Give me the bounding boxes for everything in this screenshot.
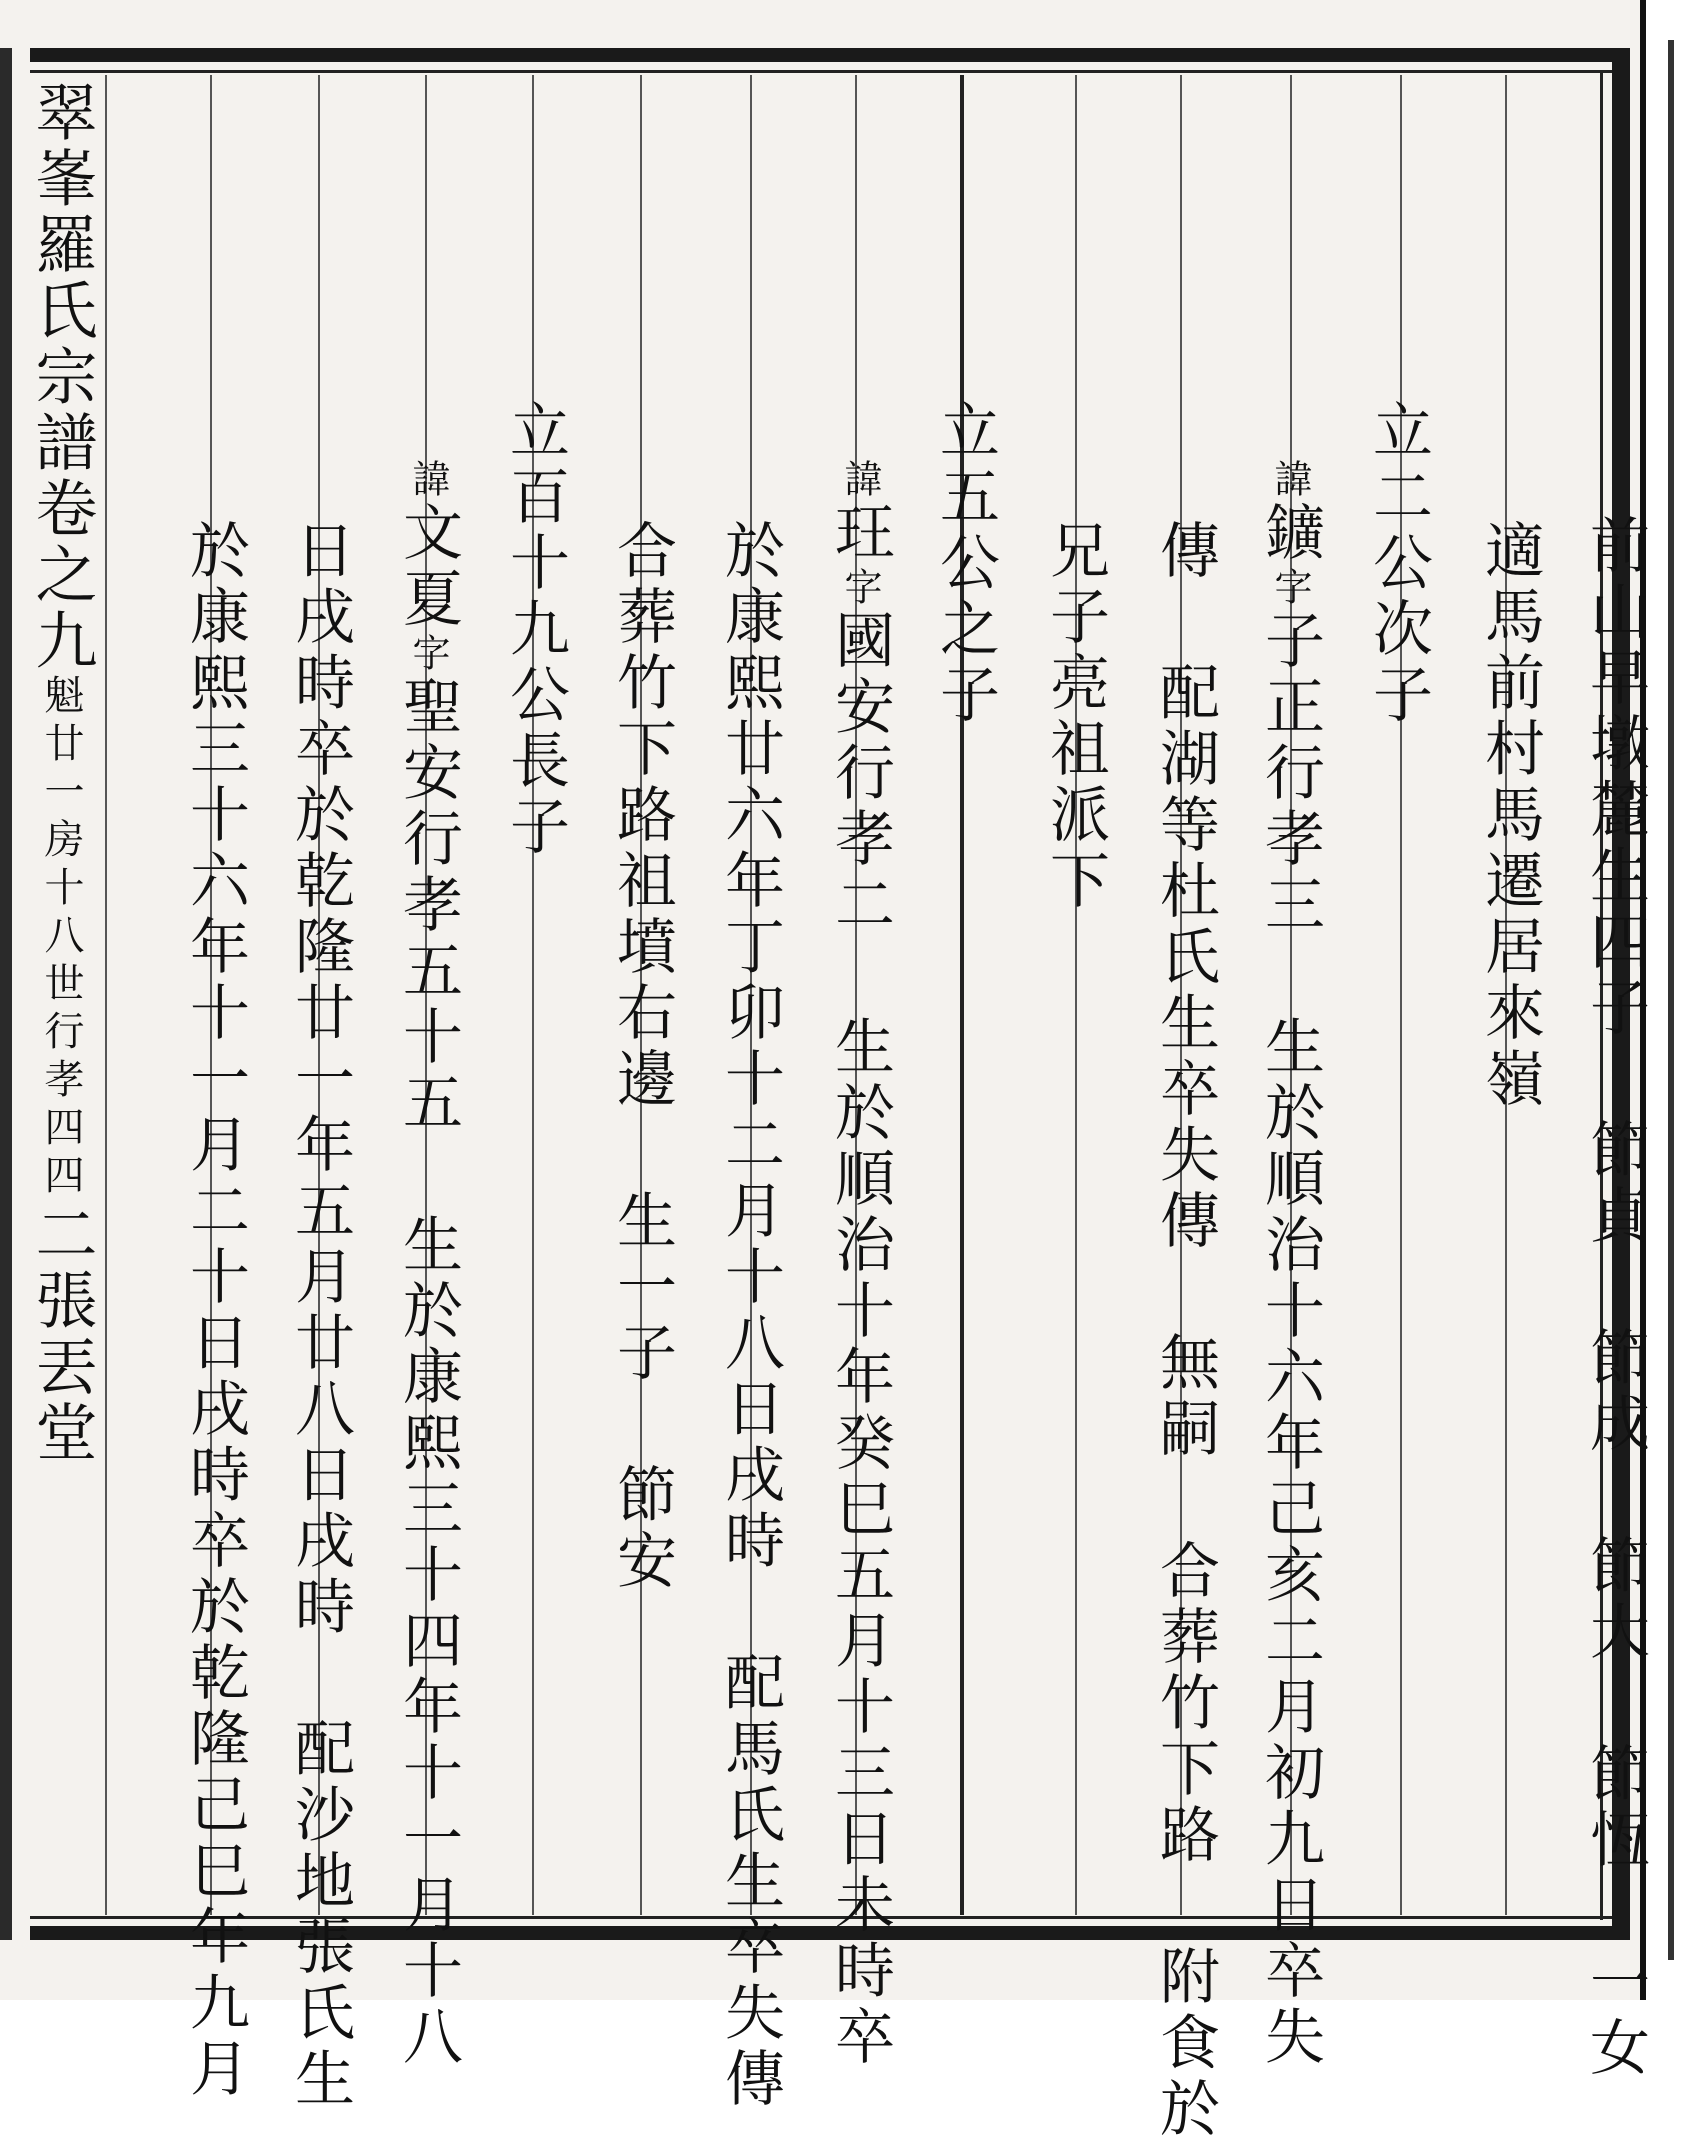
hall-name: 二張丟堂: [25, 1202, 98, 1466]
entry-heading: 立二公次子: [1363, 399, 1433, 729]
biography-text: 日戌時卒於乾隆廿一年五月廿八日戌時 配沙地張氏生: [285, 519, 355, 2113]
biography-text: 合葬竹下路祖墳右邊 生一子 節安: [607, 519, 677, 1595]
taboo-name-note: 諱: [1268, 459, 1312, 501]
person-name: 鑛: [1255, 501, 1325, 567]
place-name: 前山早墩麓: [1580, 514, 1650, 844]
biography-text: 於康熙廿六年丁卯十二月十八日戌時 配馬氏生卒失傳: [715, 519, 785, 2113]
frame-left-border: [0, 48, 12, 1940]
biography-text: 傳 配湖等杜氏生卒失傳 無嗣 合葬竹下路 附食於: [1150, 519, 1220, 2143]
frame-top-border: [30, 48, 1630, 62]
biography-text: 聖安行孝五十五 生於康熙三十四年十一月十八: [393, 675, 463, 2071]
entry-heading: 立五公之子: [930, 399, 1000, 729]
taboo-name-note: 諱: [406, 459, 450, 501]
person-name: 玨: [825, 501, 895, 567]
children-text: 生四子 節貞 節成 節大 節恆 一女: [1580, 844, 1650, 2082]
courtesy-name-note: 字: [1268, 567, 1312, 609]
biography-text: 國安行孝二 生於順治十年癸巳五月十三日未時卒: [825, 609, 895, 2071]
volume-label: 卷之九: [25, 476, 98, 674]
text-column-14: [125, 215, 305, 2103]
column-rule: [105, 75, 107, 1915]
biography-text: 兄子亮祖派下: [1040, 519, 1110, 915]
frame-top-inner-border: [30, 70, 1630, 73]
entry-heading: 立百十九公長子: [500, 399, 570, 861]
daughter-marriage-text: 適馬前村馬遷居來嶺: [1475, 519, 1545, 1113]
person-name: 文夏: [393, 501, 463, 633]
page-margin-column: [14, 80, 98, 1466]
taboo-name-note: 諱: [838, 459, 882, 501]
biography-text: 於康熙三十六年十一月二十日戌時卒於乾隆己巳年九月: [180, 519, 250, 2103]
book-title: 翠峯羅氏宗譜: [25, 80, 98, 476]
branch-label: 魁廿一房十八世行孝: [38, 674, 84, 1106]
page-number: 四四: [38, 1106, 84, 1202]
courtesy-name-note: 字: [838, 567, 882, 609]
courtesy-name-note: 字: [406, 633, 450, 675]
biography-text: 子正行孝三 生於順治十六年己亥二月初九日卒失: [1255, 609, 1325, 2071]
